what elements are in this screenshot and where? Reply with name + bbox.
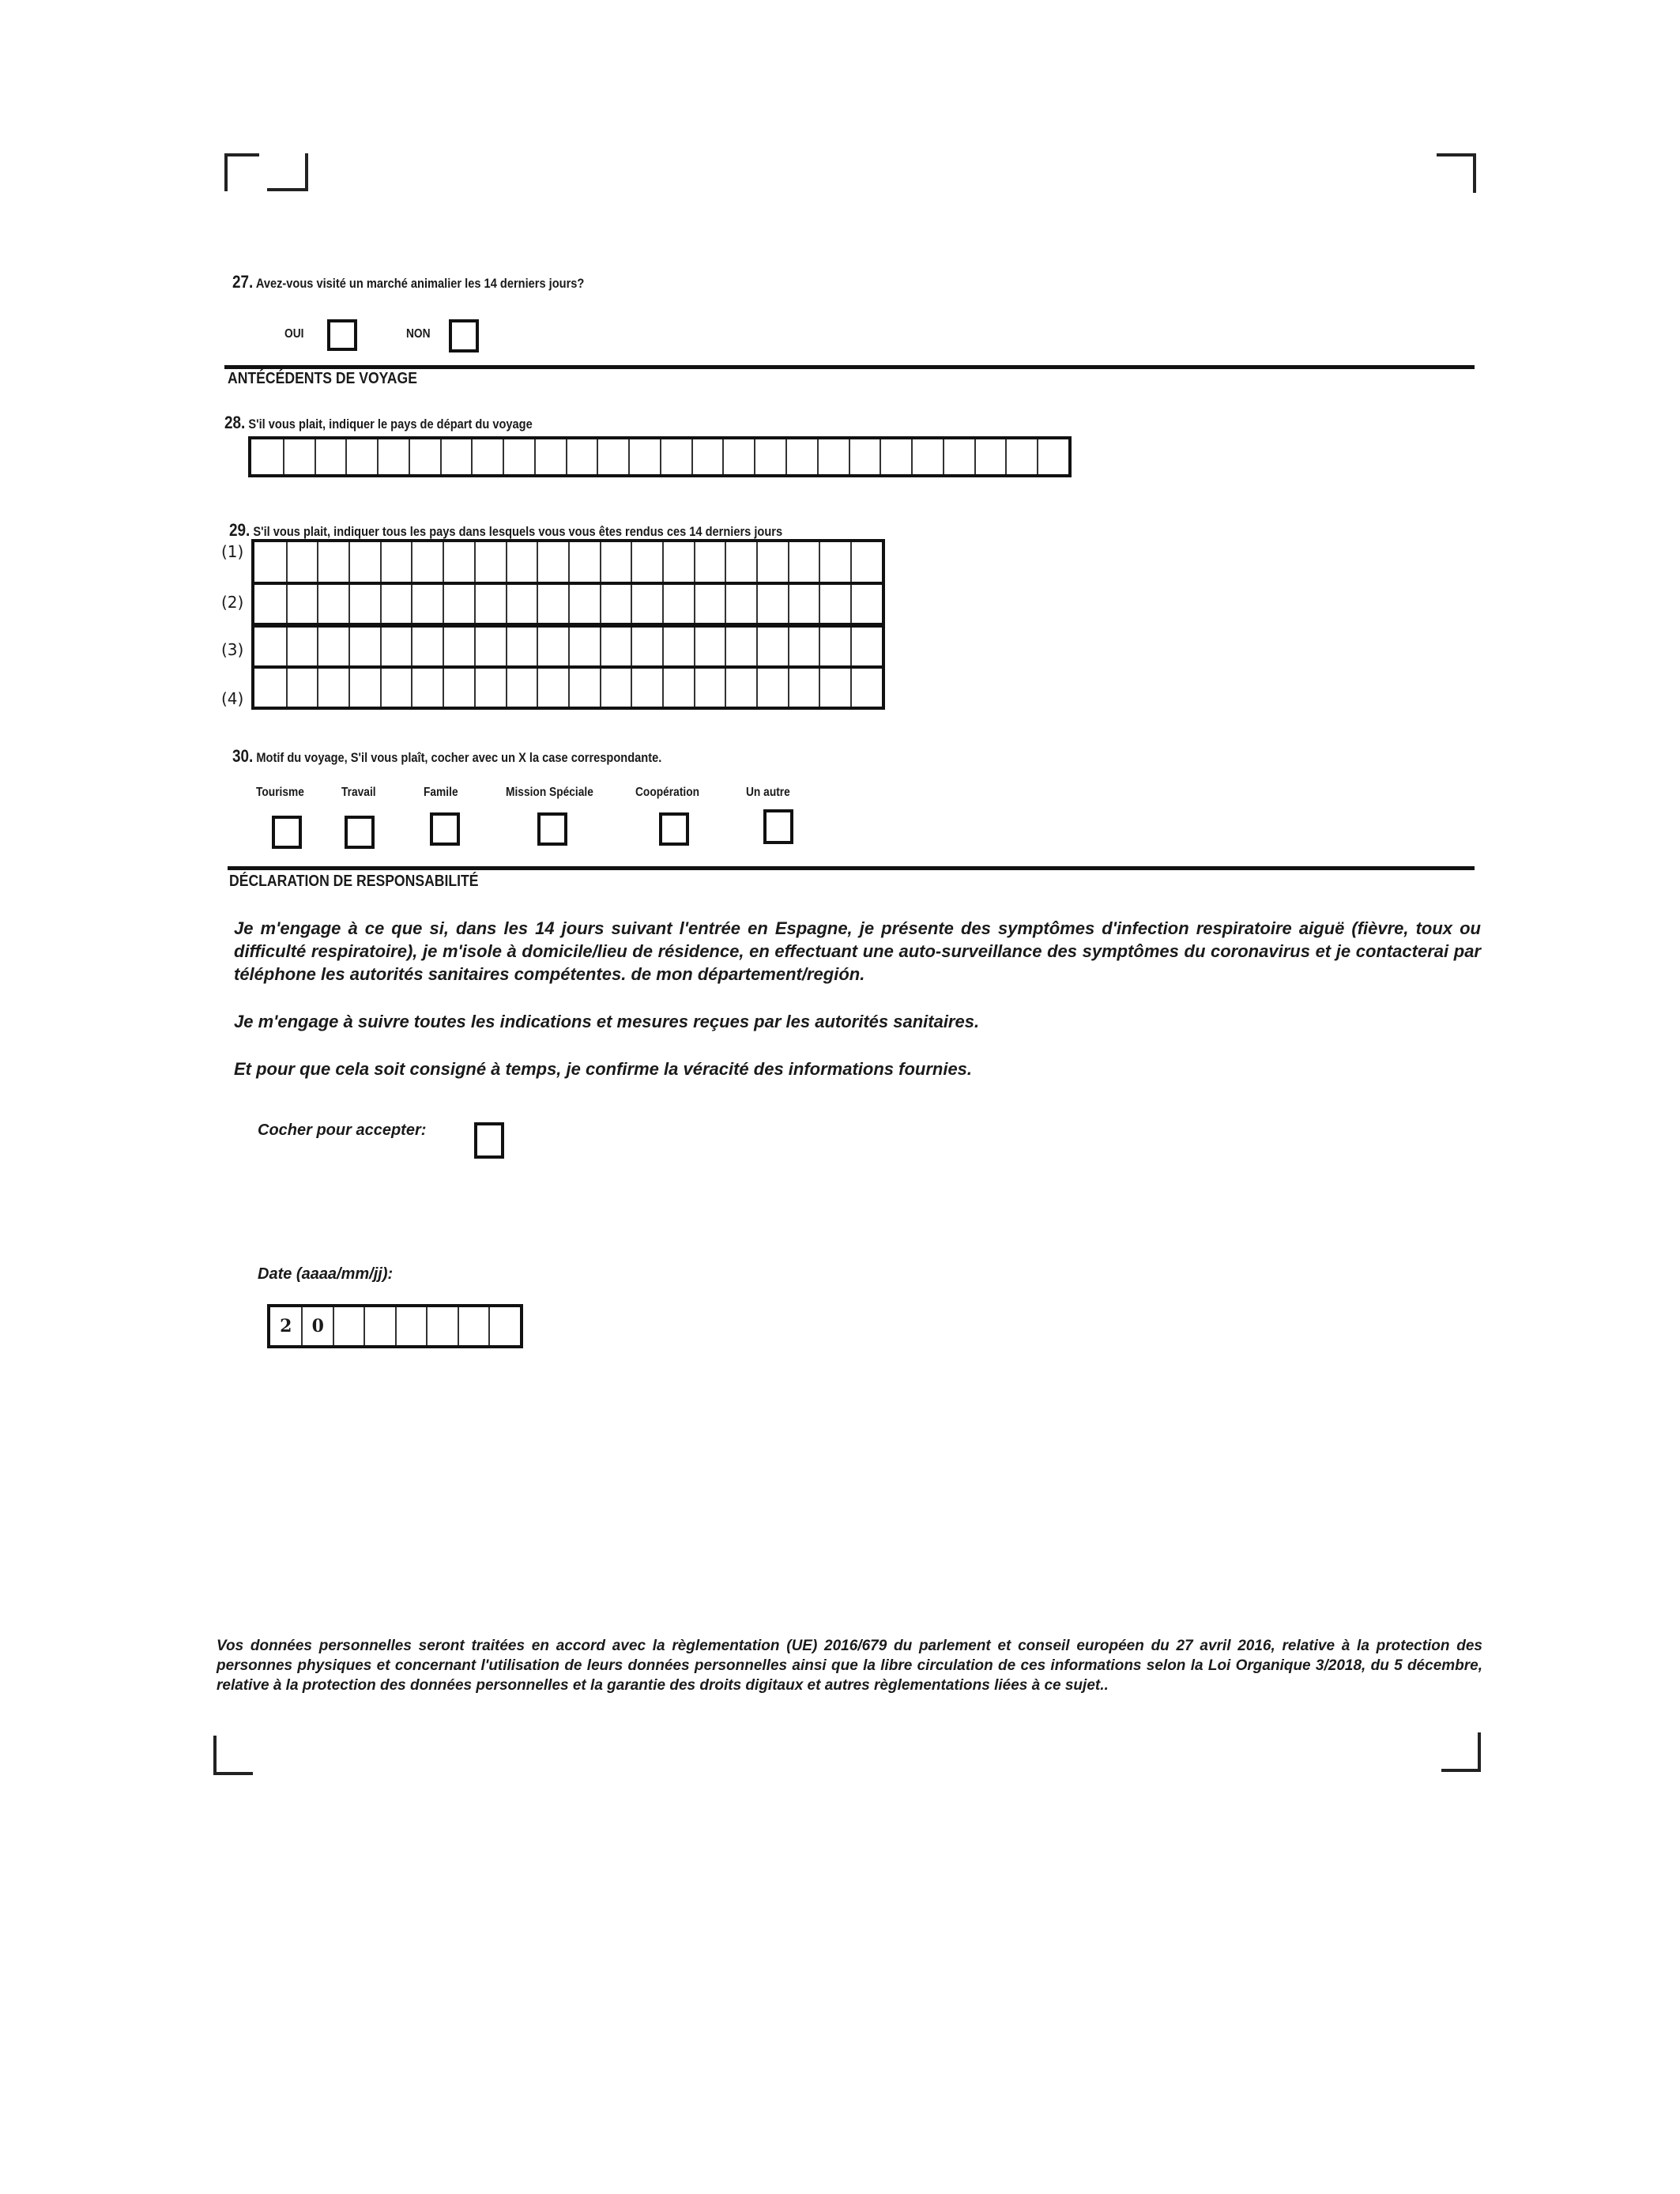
section-title-declaration: DÉCLARATION DE RESPONSABILITÉ — [229, 873, 479, 890]
letter-cell[interactable] — [411, 669, 443, 707]
letter-cell[interactable] — [880, 439, 911, 474]
letter-cell[interactable] — [850, 628, 882, 665]
letter-cell[interactable] — [974, 439, 1006, 474]
letter-cell[interactable] — [474, 585, 506, 623]
letter-cell[interactable] — [600, 628, 631, 665]
letter-cell[interactable] — [286, 669, 318, 707]
corner-mark-bottom-left — [213, 1736, 253, 1775]
letter-cell[interactable] — [600, 542, 631, 582]
letter-cell[interactable] — [443, 542, 474, 582]
row-label-4: (4) — [221, 689, 244, 708]
question-28-number: 28. — [224, 413, 246, 432]
letter-cell[interactable] — [254, 542, 286, 582]
letter-cell[interactable] — [443, 585, 474, 623]
accept-label: Cocher pour accepter: — [258, 1122, 427, 1139]
letter-cell[interactable] — [850, 585, 882, 623]
date-digit-6[interactable] — [426, 1307, 458, 1345]
letter-cell[interactable] — [411, 628, 443, 665]
letter-cell[interactable] — [506, 542, 537, 582]
letter-cell[interactable] — [662, 585, 694, 623]
letter-cell[interactable] — [380, 669, 412, 707]
question-29-number: 29. — [229, 520, 250, 540]
date-digit-2[interactable]: 0 — [301, 1307, 333, 1345]
yes-checkbox[interactable] — [327, 319, 357, 351]
letter-cell[interactable] — [345, 439, 377, 474]
letter-cell[interactable] — [722, 439, 754, 474]
letter-cell[interactable] — [631, 585, 662, 623]
date-digit-3[interactable] — [333, 1307, 364, 1345]
declaration-paragraph-1: Je m'engage à ce que si, dans les 14 jours suivant l'entrée en Espagne, je présente des symptômes d'infection respiratoire aiguë (fièvre, toux ou difficulté respiratoire), je m'isole à domicile/lieu de résidence, en effectuant une auto-surveillance des symptômes du coronavirus et je contacterai par téléphone les autorités sanitaires compétentes. de mon département/región. — [234, 918, 1481, 984]
letter-cell[interactable] — [662, 628, 694, 665]
visited-country-field-1[interactable] — [251, 539, 885, 585]
letter-cell[interactable] — [568, 542, 600, 582]
date-digit-1[interactable]: 2 — [280, 1316, 292, 1336]
letter-cell[interactable] — [506, 628, 537, 665]
letter-cell[interactable] — [628, 439, 660, 474]
checkbox-travail[interactable] — [345, 816, 375, 849]
letter-cell[interactable] — [756, 628, 788, 665]
option-label-famile: Famile — [424, 786, 458, 799]
letter-cell[interactable] — [254, 669, 286, 707]
letter-cell[interactable] — [568, 585, 600, 623]
letter-cell[interactable] — [506, 585, 537, 623]
corner-mark-top-left-inner — [267, 153, 308, 191]
letter-cell[interactable] — [474, 669, 506, 707]
letter-cell[interactable] — [348, 542, 380, 582]
visited-country-field-2[interactable] — [251, 582, 885, 626]
letter-cell[interactable] — [317, 585, 348, 623]
letter-cell[interactable] — [1037, 439, 1068, 474]
question-30-number: 30. — [232, 746, 254, 766]
question-29 — [229, 520, 782, 541]
letter-cell[interactable] — [819, 585, 850, 623]
checkbox-cooperation[interactable] — [659, 812, 689, 846]
option-label-mission: Mission Spéciale — [506, 786, 593, 799]
checkbox-tourisme[interactable] — [272, 816, 302, 849]
letter-cell[interactable] — [850, 542, 882, 582]
letter-cell[interactable] — [315, 439, 346, 474]
letter-cell[interactable] — [756, 585, 788, 623]
letter-cell[interactable] — [443, 669, 474, 707]
corner-mark-top-left — [224, 153, 259, 191]
letter-cell[interactable] — [380, 628, 412, 665]
date-digit-5[interactable] — [395, 1307, 427, 1345]
letter-cell[interactable] — [819, 542, 850, 582]
letter-cell[interactable] — [788, 628, 819, 665]
letter-cell[interactable] — [788, 542, 819, 582]
letter-cell[interactable] — [754, 439, 785, 474]
letter-cell[interactable] — [662, 542, 694, 582]
letter-cell[interactable] — [694, 669, 725, 707]
letter-cell[interactable] — [537, 585, 568, 623]
letter-cell[interactable] — [286, 585, 318, 623]
letter-cell[interactable] — [819, 669, 850, 707]
letter-cell[interactable] — [660, 439, 691, 474]
checkbox-famile[interactable] — [430, 812, 460, 846]
letter-cell[interactable] — [911, 439, 943, 474]
checkbox-autre[interactable] — [763, 809, 793, 844]
letter-cell[interactable] — [788, 669, 819, 707]
letter-cell[interactable] — [380, 585, 412, 623]
letter-cell[interactable] — [440, 439, 472, 474]
letter-cell[interactable] — [534, 439, 566, 474]
corner-mark-bottom-right — [1441, 1732, 1481, 1772]
letter-cell[interactable] — [471, 439, 503, 474]
declaration-paragraph-2: Je m'engage à suivre toutes les indications et mesures reçues par les autorités sanitaires. — [234, 1012, 980, 1031]
option-label-tourisme: Tourisme — [256, 786, 304, 799]
accept-checkbox[interactable] — [474, 1122, 504, 1159]
row-label-2: (2) — [221, 593, 244, 612]
privacy-footer: Vos données personnelles seront traitées en accord avec la règlementation (UE) 2016/679 du parlement et conseil européen du 27 avril 2016, relative à la protection des personnes physiques et concernant l'utilisation de leurs données personnelles ainsi que la libre circulation de ces informations selon la Loi Organique 3/2018, du 5 décembre, relative à la protection des données personnelles et la garantie des droits digitaux et autres règlementations liées à ce sujet.. — [217, 1638, 1482, 1694]
letter-cell[interactable] — [317, 628, 348, 665]
letter-cell[interactable] — [788, 585, 819, 623]
letter-cell[interactable] — [662, 669, 694, 707]
letter-cell[interactable] — [348, 669, 380, 707]
date-digit-7[interactable] — [458, 1307, 489, 1345]
letter-cell[interactable] — [819, 628, 850, 665]
section-rule-declaration — [228, 866, 1475, 870]
letter-cell[interactable] — [568, 628, 600, 665]
letter-cell[interactable] — [600, 585, 631, 623]
row-label-1: (1) — [221, 542, 244, 561]
letter-cell[interactable] — [474, 542, 506, 582]
letter-cell[interactable] — [537, 628, 568, 665]
letter-cell[interactable] — [411, 542, 443, 582]
departure-country-field[interactable] — [248, 436, 1072, 477]
date-digit-4[interactable] — [363, 1307, 395, 1345]
row-label-3: (3) — [221, 640, 244, 659]
section-title-travel: ANTÉCÉDENTS DE VOYAGE — [228, 370, 417, 387]
no-checkbox[interactable] — [449, 319, 479, 352]
letter-cell[interactable] — [317, 669, 348, 707]
letter-cell[interactable] — [286, 628, 318, 665]
letter-cell[interactable] — [817, 439, 849, 474]
question-27-number: 27. — [232, 272, 254, 292]
letter-cell[interactable] — [317, 542, 348, 582]
visited-country-field-4[interactable] — [251, 665, 885, 710]
question-28-text: S'il vous plait, indiquer le pays de départ du voyage — [248, 417, 533, 432]
date-digit-8[interactable] — [488, 1307, 520, 1345]
yes-label: OUI — [284, 327, 304, 341]
letter-cell[interactable] — [725, 542, 756, 582]
declaration-paragraph-3: Et pour que cela soit consigné à temps, je confirme la véracité des informations fournies. — [234, 1059, 973, 1079]
option-label-cooperation: Coopération — [635, 786, 700, 799]
letter-cell[interactable] — [377, 439, 409, 474]
letter-cell[interactable] — [756, 669, 788, 707]
letter-cell[interactable] — [725, 585, 756, 623]
letter-cell[interactable] — [411, 585, 443, 623]
letter-cell[interactable] — [850, 669, 882, 707]
letter-cell[interactable] — [849, 439, 880, 474]
option-label-autre: Un autre — [746, 786, 790, 799]
question-27-text: Avez-vous visité un marché animalier les 14 derniers jours? — [255, 276, 585, 291]
letter-cell[interactable] — [694, 542, 725, 582]
letter-cell[interactable] — [568, 669, 600, 707]
letter-cell[interactable] — [694, 585, 725, 623]
letter-cell[interactable] — [631, 628, 662, 665]
letter-cell[interactable] — [380, 542, 412, 582]
letter-cell[interactable] — [756, 542, 788, 582]
letter-cell[interactable] — [1005, 439, 1037, 474]
letter-cell[interactable] — [409, 439, 440, 474]
question-30-text: Motif du voyage, S'il vous plaît, cocher avec un X la case correspondante. — [256, 750, 662, 765]
letter-cell[interactable] — [566, 439, 597, 474]
letter-cell[interactable] — [503, 439, 534, 474]
no-label: NON — [406, 327, 431, 341]
date-field[interactable] — [267, 1304, 523, 1348]
question-30 — [232, 746, 661, 767]
letter-cell[interactable] — [254, 628, 286, 665]
letter-cell[interactable] — [443, 628, 474, 665]
visited-country-field-3[interactable] — [251, 624, 885, 669]
date-label: Date (aaaa/mm/jj): — [258, 1265, 394, 1283]
letter-cell[interactable] — [785, 439, 817, 474]
question-28 — [224, 413, 533, 433]
letter-cell[interactable] — [506, 669, 537, 707]
letter-cell[interactable] — [725, 669, 756, 707]
letter-cell[interactable] — [631, 542, 662, 582]
question-27 — [232, 272, 584, 292]
letter-cell[interactable] — [631, 669, 662, 707]
checkbox-mission[interactable] — [537, 812, 567, 846]
letter-cell[interactable] — [600, 669, 631, 707]
letter-cell[interactable] — [943, 439, 974, 474]
question-29-text: S'il vous plait, indiquer tous les pays dans lesquels vous vous êtes rendus ces 14 derniers jours — [253, 524, 783, 539]
letter-cell[interactable] — [254, 585, 286, 623]
letter-cell[interactable] — [537, 669, 568, 707]
letter-cell[interactable] — [597, 439, 628, 474]
letter-cell[interactable] — [348, 628, 380, 665]
letter-cell[interactable] — [251, 439, 283, 474]
corner-mark-top-right — [1437, 153, 1476, 193]
letter-cell[interactable] — [725, 628, 756, 665]
section-rule-travel — [224, 365, 1475, 369]
letter-cell[interactable] — [348, 585, 380, 623]
letter-cell[interactable] — [694, 628, 725, 665]
letter-cell[interactable] — [537, 542, 568, 582]
letter-cell[interactable] — [286, 542, 318, 582]
option-label-travail: Travail — [341, 786, 376, 799]
letter-cell[interactable] — [474, 628, 506, 665]
letter-cell[interactable] — [691, 439, 723, 474]
letter-cell[interactable] — [283, 439, 315, 474]
